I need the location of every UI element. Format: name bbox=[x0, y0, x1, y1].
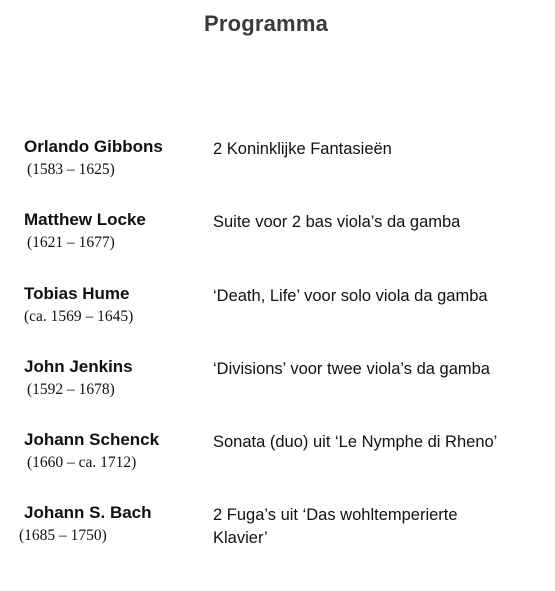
program-entry bbox=[0, 137, 555, 197]
composer-dates: (1621 – 1677) bbox=[27, 234, 115, 251]
program-entry bbox=[0, 503, 555, 563]
page-title: Programma bbox=[203, 11, 329, 36]
composer-name: Johann S. Bach bbox=[24, 503, 152, 522]
work-title: ‘Divisions’ voor twee viola’s da gamba bbox=[213, 360, 490, 378]
work-title: Sonata (duo) uit ‘Le Nymphe di Rheno’ bbox=[213, 433, 498, 451]
composer-dates: (1685 – 1750) bbox=[19, 527, 107, 544]
program-entry bbox=[0, 284, 555, 344]
composer-dates: (1660 – ca. 1712) bbox=[27, 454, 137, 471]
composer-name: Matthew Locke bbox=[24, 210, 146, 229]
work-title: 2 Koninklijke Fantasieën bbox=[213, 140, 392, 158]
composer-name: Tobias Hume bbox=[24, 284, 130, 303]
work-title: ‘Death, Life’ voor solo viola da gamba bbox=[213, 287, 488, 305]
work-title: 2 Fuga’s uit ‘Das wohltemperierte Klavier’ bbox=[213, 506, 458, 547]
composer-dates: (1592 – 1678) bbox=[27, 381, 115, 398]
composer-dates: (1583 – 1625) bbox=[27, 161, 115, 178]
composer-name: Johann Schenck bbox=[24, 430, 160, 449]
composer-dates: (ca. 1569 – 1645) bbox=[24, 308, 134, 325]
program-entry bbox=[0, 210, 555, 270]
composer-name: John Jenkins bbox=[24, 357, 133, 376]
work-title: Suite voor 2 bas viola’s da gamba bbox=[213, 213, 461, 231]
program-entry bbox=[0, 430, 555, 490]
composer-name: Orlando Gibbons bbox=[24, 137, 163, 156]
program-entry bbox=[0, 357, 555, 417]
